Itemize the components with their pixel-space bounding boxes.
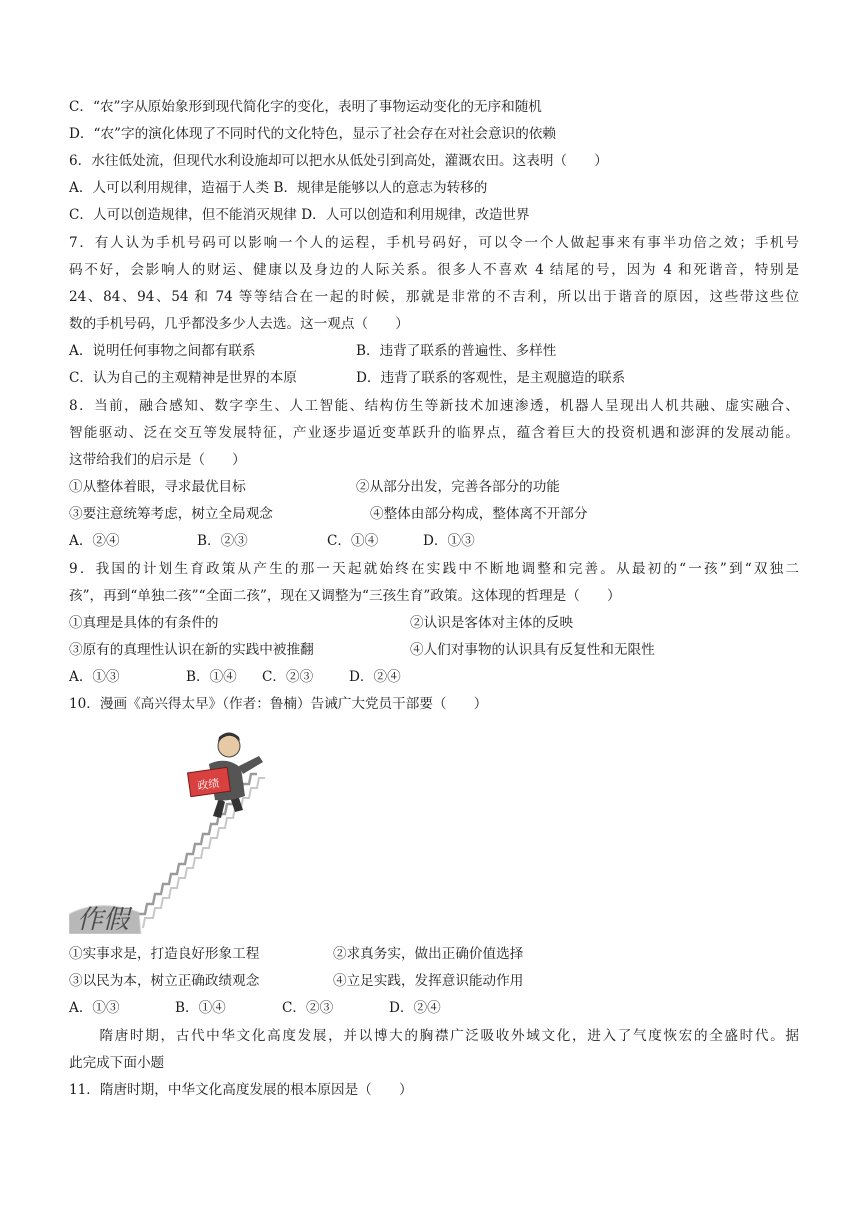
sign-text: 政绩 <box>196 776 221 793</box>
q9-choice-a: A．①③ <box>69 669 120 685</box>
q7-option-c: C．认为自己的主观精神是世界的本原 <box>69 370 297 386</box>
q9-statement-2: ②认识是客体对主体的反映 <box>410 615 574 631</box>
q8-stem-line1: 8．当前，融合感知、数字孪生、人工智能、结构仿生等新技术加速渗透，机器人呈现出人机共融、虚实融合、 <box>69 398 799 414</box>
q6-options-ab: A．人可以利用规律，造福于人类 B．规律是能够以人的意志为转移的 <box>69 180 488 196</box>
ground-text: 作假 <box>77 905 130 934</box>
q9-choice-d: D．②④ <box>349 669 401 685</box>
q10-choice-a: A．①③ <box>69 1000 120 1016</box>
q7-options-cd <box>69 368 799 388</box>
q7-stem-line2: 码不好，会影响人的财运、健康以及身边的人际关系。很多人不喜欢 4 结尾的号，因为 4 和死谐音，特别是 <box>69 262 799 278</box>
q10-statement-4: ④立足实践，发挥意识能动作用 <box>333 973 524 989</box>
q7-options-ab <box>69 341 799 361</box>
q8-choices <box>69 531 799 551</box>
q7-stem-line4: 数的手机号码，几乎都没多少人去选。这一观点（ ） <box>69 316 409 332</box>
q7-option-d: D．违背了联系的客观性，是主观臆造的联系 <box>356 370 626 386</box>
q8-choice-c: C．①④ <box>327 533 379 549</box>
q8-statements-34 <box>69 504 799 524</box>
q8-stem-line3: 这带给我们的启示是（ ） <box>69 452 246 468</box>
q9-statements-12 <box>69 613 799 633</box>
q10-statements-34 <box>69 971 799 991</box>
q8-statement-3: ③要注意统筹考虑，树立全局观念 <box>69 506 273 522</box>
q7-stem-line1: 7．有人认为手机号码可以影响一个人的运程，手机号码好，可以令一个人做起事来有事半功倍之效；手机号 <box>69 235 799 251</box>
q8-statement-4: ④整体由部分构成，整体离不开部分 <box>370 506 588 522</box>
q8-stem-line2: 智能驱动、泛在交互等发展特征，产业逐步逼近变革跃升的临界点，蕴含着巨大的投资机遇和澎湃的发展动能。 <box>69 425 799 441</box>
q8-statements-12 <box>69 477 799 497</box>
q10-choice-c: C．②③ <box>282 1000 334 1016</box>
q11-context-line2: 此完成下面小题 <box>69 1055 165 1071</box>
q10-statement-1: ①实事求是，打造良好形象工程 <box>69 946 260 962</box>
q9-stem-line1: 9．我国的计划生育政策从产生的那一天起就始终在实践中不断地调整和完善。从最初的“一孩”到“双独二 <box>69 561 799 577</box>
q9-stem-line2: 孩”，再到“单独二孩”“全面二孩”，现在又调整为“三孩生育”政策。这体现的哲理是（ ） <box>69 588 621 604</box>
figure-arm <box>239 756 263 774</box>
q10-choice-b: B．①④ <box>175 1000 226 1016</box>
q7-option-a: A．说明任何事物之间都有联系 <box>69 343 256 359</box>
q9-choice-c: C．②③ <box>262 669 314 685</box>
q9-statements-34 <box>69 640 799 660</box>
q9-choices <box>69 667 799 687</box>
q8-statement-1: ①从整体着眼，寻求最优目标 <box>69 479 246 495</box>
q10-statement-2: ②求真务实，做出正确价值选择 <box>333 946 524 962</box>
q10-statements-12 <box>69 944 799 964</box>
q9-statement-3: ③原有的真理性认识在新的实践中被推翻 <box>69 642 314 658</box>
q10-choice-d: D．②④ <box>389 1000 441 1016</box>
q10-statement-3: ③以民为本，树立正确政绩观念 <box>69 973 260 989</box>
q7-stem-line3: 24、84、94、54 和 74 等等结合在一起的时候，那就是非常的不吉利，所以出于谐音的原因，这些带这些位 <box>69 289 799 305</box>
q9-statement-1: ①真理是具体的有条件的 <box>69 615 219 631</box>
q11-stem: 11．隋唐时期，中华文化高度发展的根本原因是（ ） <box>69 1082 413 1098</box>
q10-choices <box>69 998 799 1018</box>
cartoon-too-early-happy <box>69 728 281 934</box>
q5-option-d: D．“农”字的演化体现了不同时代的文化特色，显示了社会存在对社会意识的依赖 <box>69 126 556 142</box>
q8-choice-a: A．②④ <box>69 533 120 549</box>
q6-options-cd: C．人可以创造规律，但不能消灭规律 D．人可以创造和利用规律，改造世界 <box>69 207 530 223</box>
q8-choice-d: D．①③ <box>423 533 475 549</box>
q8-choice-b: B．②③ <box>197 533 248 549</box>
q9-choice-b: B．①④ <box>186 669 237 685</box>
q5-option-c: C．“农”字从原始象形到现代简化字的变化，表明了事物运动变化的无序和随机 <box>69 99 542 115</box>
q11-context-line1: 隋唐时期，古代中华文化高度发展，并以博大的胸襟广泛吸收外域文化，进入了气度恢宏的全盛时代。据 <box>69 1028 799 1044</box>
q8-statement-2: ②从部分出发，完善各部分的功能 <box>356 479 560 495</box>
q10-stem: 10．漫画《高兴得太早》（作者：鲁楠）告诫广大党员干部要（ ） <box>69 696 488 712</box>
q6-stem: 6．水往低处流，但现代水利设施却可以把水从低处引到高处，灌溉农田。这表明（ ） <box>69 153 608 169</box>
q7-option-b: B．违背了联系的普遍性、多样性 <box>356 343 557 359</box>
q9-statement-4: ④人们对事物的认识具有反复性和无限性 <box>410 642 655 658</box>
